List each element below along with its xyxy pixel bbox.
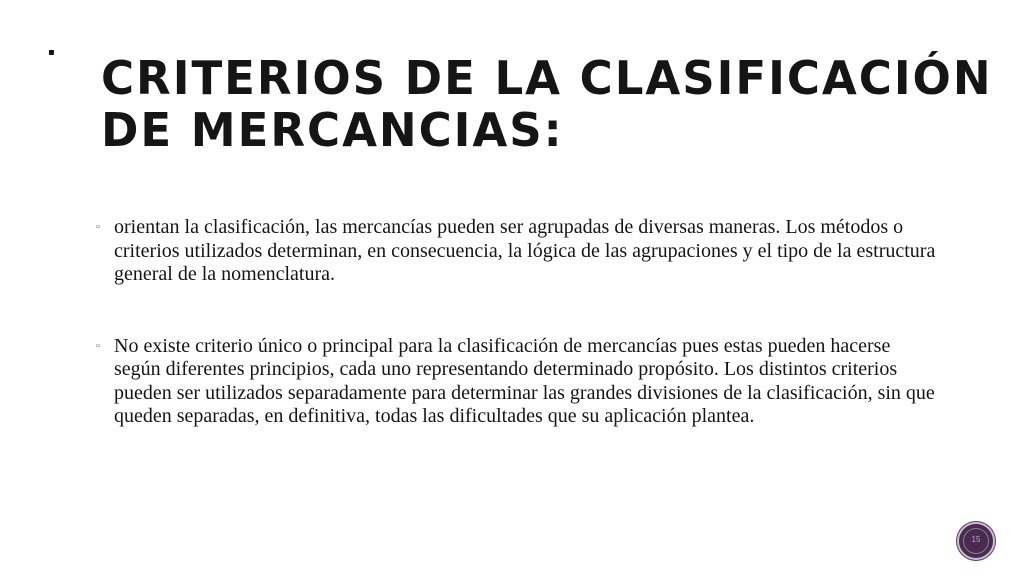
- page-number: 15: [971, 535, 981, 544]
- page-number-badge: [957, 522, 995, 560]
- bullet-list: [96, 216, 936, 429]
- square-bullet-icon: ▫: [96, 339, 100, 352]
- bullet-item: [96, 216, 936, 287]
- bullet-text: No existe criterio único o principal para la clasificación de mercancías pues estas pueden hacerse según diferentes principios, cada uno representando determinado propósito. Los distintos criterios pueden ser utilizados separadamente para determinar las grandes divisiones de la clasificación, sin que queden separadas, en definitiva, todas las dificultades que su aplicación plantea.: [114, 334, 935, 427]
- bullet-item: [96, 335, 936, 429]
- slide-title-line-2: DE MERCANCIAS:: [101, 103, 564, 157]
- bullet-text: orientan la clasificación, las mercancías pueden ser agrupadas de diversas maneras. Los métodos o criterios utilizados determinan, en consecuencia, la lógica de las agrupaciones y el tipo de la estructura general de la nomenclatura.: [114, 216, 936, 285]
- slide-title-line-1: CRITERIOS DE LA CLASIFICACIÓN: [101, 51, 993, 105]
- top-corner-mark: ▪: [48, 47, 55, 58]
- square-bullet-icon: ▫: [96, 221, 100, 233]
- slide-title: [101, 51, 993, 157]
